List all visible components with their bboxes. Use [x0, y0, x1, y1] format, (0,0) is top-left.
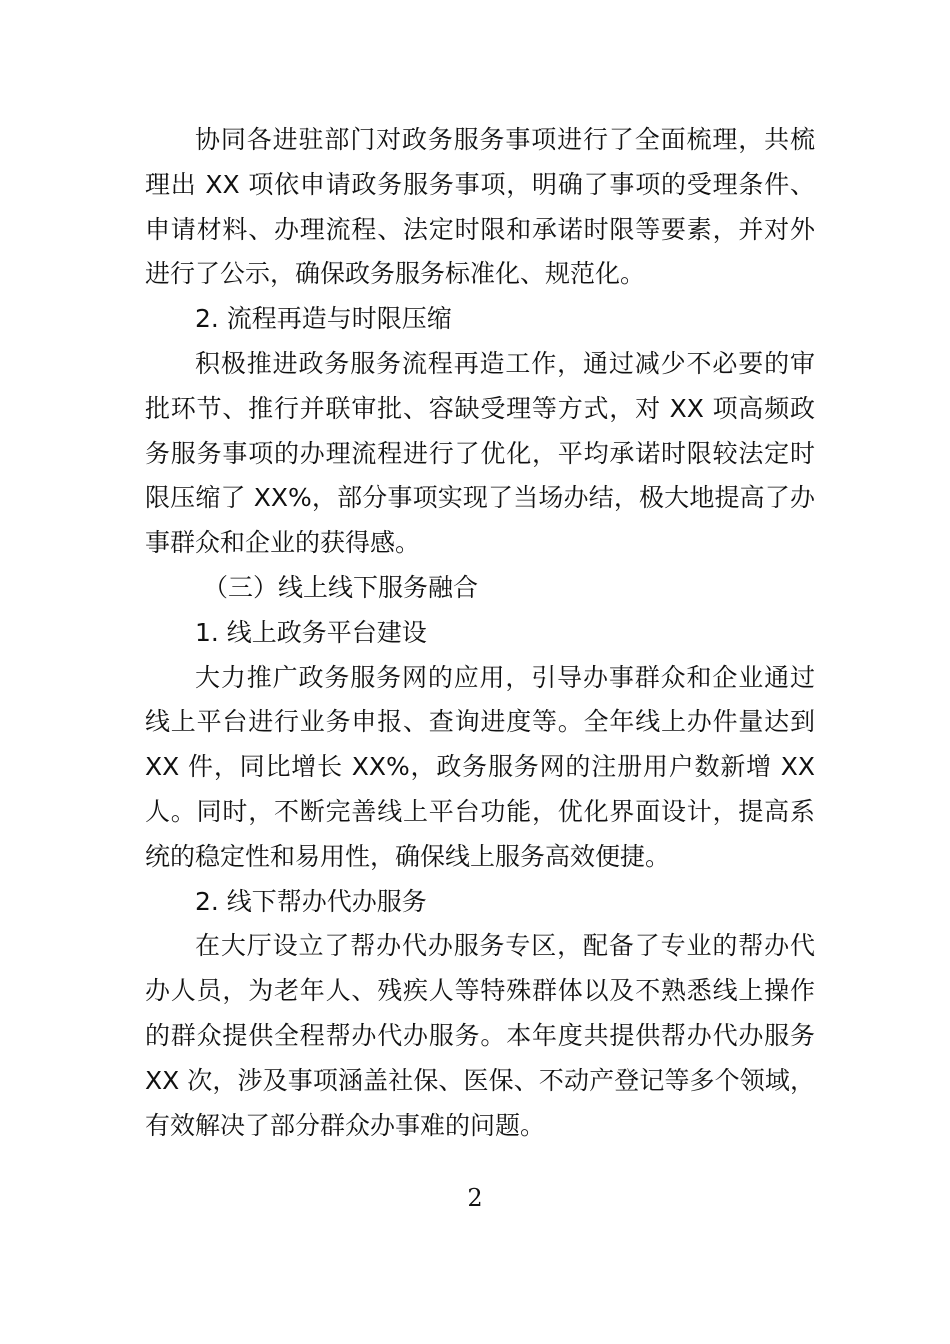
- paragraph-offline-assistance: 在大厅设立了帮办代办服务专区，配备了专业的帮办代办人员，为老年人、残疾人等特殊群体以及不熟悉线上操作的群众提供全程帮办代办服务。本年度共提供帮办代办服务 XX 次，涉及事项涵盖社保、医保、不动产登记等多个领域，有效解决了部分群众办事难的问题。: [145, 931, 815, 1140]
- heading-online-offline-integration: （三）线上线下服务融合: [203, 572, 479, 602]
- paragraph-online-platform: 大力推广政务服务网的应用，引导办事群众和企业通过线上平台进行业务申报、查询进度等。全年线上办件量达到 XX 件，同比增长 XX%，政务服务网的注册用户数新增 XX 人。同时，不断完善线上平台功能，优化界面设计，提高系统的稳定性和易用性，确保线上服务高效便捷。: [145, 662, 815, 871]
- document-body: [145, 118, 815, 1148]
- heading-online-platform: 1. 线上政务平台建设: [195, 617, 427, 647]
- heading-offline-assistance: 2. 线下帮办代办服务: [195, 886, 427, 916]
- heading-process-reengineering: 2. 流程再造与时限压缩: [195, 304, 452, 334]
- paragraph-item-sorting: 协同各进驻部门对政务服务事项进行了全面梳理，共梳理出 XX 项依申请政务服务事项，明确了事项的受理条件、申请材料、办理流程、法定时限和承诺时限等要素，并对外进行了公示，确保政务服务标准化、规范化。: [145, 125, 815, 289]
- paragraph-process-optimization: 积极推进政务服务流程再造工作，通过减少不必要的审批环节、推行并联审批、容缺受理等方式，对 XX 项高频政务服务事项的办理流程进行了优化，平均承诺时限较法定时限压缩了 XX%，部分事项实现了当场办结，极大地提高了办事群众和企业的获得感。: [145, 348, 815, 558]
- page-number: 2: [467, 1184, 483, 1212]
